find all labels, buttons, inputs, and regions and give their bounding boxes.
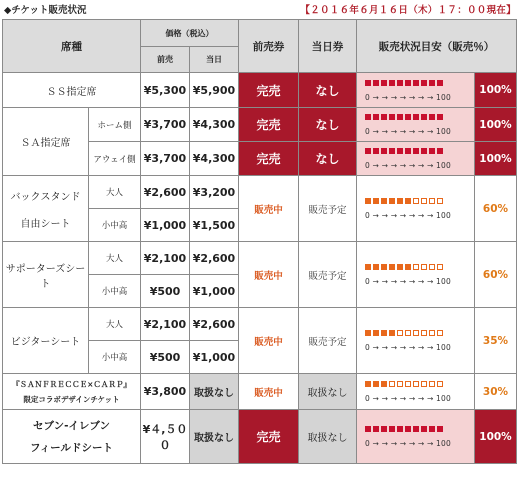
col-sameday: 当日 <box>190 47 239 73</box>
sales-percent: 100% <box>475 410 517 464</box>
sameday-status: なし <box>299 142 357 176</box>
gauge-square-empty <box>429 198 435 204</box>
row-ss <box>3 73 517 108</box>
gauge-square-filled <box>405 198 411 204</box>
gauge-square-empty <box>389 381 395 387</box>
gauge-square-filled <box>413 148 419 154</box>
gauge-square-filled <box>389 198 395 204</box>
presale-status: 完売 <box>239 73 299 108</box>
gauge-square-filled <box>405 426 411 432</box>
gauge-scale: 0 → → → → → → → 100 <box>365 343 451 352</box>
gauge-square-filled <box>397 148 403 154</box>
sameday-status: 取扱なし <box>299 374 357 410</box>
seat-subtype: 小中高 <box>89 275 141 308</box>
sameday-price: ¥1,000 <box>190 275 239 308</box>
gauge-square-empty <box>413 381 419 387</box>
gauge-square-filled <box>413 426 419 432</box>
gauge-square-filled <box>397 114 403 120</box>
gauge-square-filled <box>397 80 403 86</box>
seat-name-line2: 自由シート <box>20 218 71 230</box>
gauge-square-empty <box>437 264 443 270</box>
row-supporters-adult <box>3 242 517 275</box>
seat-name <box>3 410 141 464</box>
gauge-square-filled <box>397 426 403 432</box>
gauge-square-filled <box>373 80 379 86</box>
gauge-square-filled <box>397 264 403 270</box>
gauge-squares <box>365 329 474 338</box>
gauge-square-filled <box>365 330 371 336</box>
presale-price: ¥４,５００ <box>141 410 190 464</box>
sameday-price: 取扱なし <box>190 374 239 410</box>
gauge-square-filled <box>429 426 435 432</box>
col-price: 価格（税込） <box>141 20 239 47</box>
seat-subtype: アウェイ側 <box>89 142 141 176</box>
gauge-square-filled <box>373 426 379 432</box>
gauge-square-filled <box>429 114 435 120</box>
gauge-square-filled <box>373 381 379 387</box>
gauge-square-empty <box>429 330 435 336</box>
sameday-price: ¥2,600 <box>190 308 239 341</box>
gauge-scale: 0 → → → → → → → 100 <box>365 161 451 170</box>
gauge-squares <box>365 147 474 156</box>
sales-gauge <box>357 410 475 464</box>
gauge-square-filled <box>381 80 387 86</box>
gauge-square-filled <box>413 80 419 86</box>
seat-name: ビジターシート <box>3 308 89 374</box>
sameday-status: 販売予定 <box>299 176 357 242</box>
gauge-square-filled <box>373 330 379 336</box>
col-presale: 前売 <box>141 47 190 73</box>
updated-timestamp: 【２０１６年６月１６日（木）１７：００現在】 <box>300 5 516 16</box>
gauge-squares <box>365 79 474 88</box>
gauge-square-filled <box>381 264 387 270</box>
sales-gauge <box>357 374 475 410</box>
sales-percent: 35% <box>475 308 517 374</box>
seat-name <box>3 374 141 410</box>
sales-percent: 30% <box>475 374 517 410</box>
sales-percent: 100% <box>475 73 517 108</box>
gauge-square-empty <box>421 264 427 270</box>
presale-price: ¥2,600 <box>141 176 190 209</box>
gauge-scale: 0 → → → → → → → 100 <box>365 394 451 403</box>
gauge-square-filled <box>437 80 443 86</box>
gauge-square-filled <box>373 198 379 204</box>
presale-status: 完売 <box>239 108 299 142</box>
gauge-square-filled <box>389 148 395 154</box>
presale-price: ¥5,300 <box>141 73 190 108</box>
gauge-square-filled <box>373 148 379 154</box>
presale-price: ¥3,700 <box>141 142 190 176</box>
gauge-square-filled <box>365 148 371 154</box>
seat-subtype: ホーム側 <box>89 108 141 142</box>
gauge-square-empty <box>421 330 427 336</box>
gauge-square-filled <box>389 330 395 336</box>
seat-name-line2: フィールドシート <box>30 442 113 454</box>
presale-status: 完売 <box>239 142 299 176</box>
gauge-scale: 0 → → → → → → → 100 <box>365 92 451 102</box>
gauge-square-filled <box>421 148 427 154</box>
sales-gauge <box>357 142 475 176</box>
gauge-square-empty <box>413 198 419 204</box>
gauge-square-filled <box>437 148 443 154</box>
sales-gauge <box>357 308 475 374</box>
gauge-scale: 0 → → → → → → → 100 <box>365 211 451 220</box>
col-seat-type: 席種 <box>3 20 141 73</box>
gauge-square-empty <box>413 330 419 336</box>
seat-name-line1: セブン-イレブン <box>32 420 111 432</box>
gauge-square-filled <box>381 148 387 154</box>
seat-subtype: 大人 <box>89 308 141 341</box>
gauge-square-filled <box>381 381 387 387</box>
gauge-square-filled <box>397 198 403 204</box>
col-sameday-ticket: 当日券 <box>299 20 357 73</box>
presale-price: ¥2,100 <box>141 308 190 341</box>
sameday-price: ¥1,000 <box>190 341 239 374</box>
col-status-guide: 販売状況目安（販売％） <box>357 20 517 73</box>
gauge-square-filled <box>389 114 395 120</box>
sameday-price: 取扱なし <box>190 410 239 464</box>
sameday-price: ¥4,300 <box>190 108 239 142</box>
gauge-square-filled <box>421 426 427 432</box>
gauge-square-filled <box>429 80 435 86</box>
sales-gauge <box>357 108 475 142</box>
gauge-square-filled <box>381 198 387 204</box>
seat-subtype: 大人 <box>89 242 141 275</box>
seat-name-line2: 限定コラボデザインチケット <box>23 394 120 404</box>
header-bar <box>2 0 518 16</box>
gauge-square-filled <box>405 114 411 120</box>
seat-subtype: 小中高 <box>89 209 141 242</box>
seat-subtype: 小中高 <box>89 341 141 374</box>
gauge-scale: 0 → → → → → → → 100 <box>365 439 451 448</box>
sameday-status: 取扱なし <box>299 410 357 464</box>
gauge-squares <box>365 197 474 206</box>
sales-percent: 100% <box>475 142 517 176</box>
presale-price: ¥500 <box>141 275 190 308</box>
gauge-squares <box>365 425 474 434</box>
seat-name-line1: バックスタンド <box>10 191 81 203</box>
presale-price: ¥2,100 <box>141 242 190 275</box>
sameday-status: なし <box>299 108 357 142</box>
sales-percent: 60% <box>475 176 517 242</box>
gauge-square-empty <box>421 198 427 204</box>
gauge-square-filled <box>389 264 395 270</box>
gauge-square-empty <box>437 381 443 387</box>
gauge-square-filled <box>405 80 411 86</box>
gauge-square-filled <box>365 198 371 204</box>
gauge-square-empty <box>397 330 403 336</box>
sameday-status: 販売予定 <box>299 242 357 308</box>
gauge-square-filled <box>381 330 387 336</box>
gauge-square-empty <box>405 381 411 387</box>
gauge-square-empty <box>397 381 403 387</box>
gauge-square-empty <box>429 381 435 387</box>
sales-gauge <box>357 242 475 308</box>
gauge-square-filled <box>373 264 379 270</box>
gauge-square-filled <box>365 114 371 120</box>
gauge-square-filled <box>365 426 371 432</box>
presale-status: 完売 <box>239 410 299 464</box>
gauge-square-filled <box>389 426 395 432</box>
gauge-square-filled <box>365 381 371 387</box>
presale-status: 販売中 <box>239 308 299 374</box>
presale-price: ¥3,700 <box>141 108 190 142</box>
gauge-square-filled <box>381 426 387 432</box>
gauge-square-filled <box>365 264 371 270</box>
sameday-status: なし <box>299 73 357 108</box>
presale-price: ¥1,000 <box>141 209 190 242</box>
gauge-squares <box>365 263 474 272</box>
col-presale-ticket: 前売券 <box>239 20 299 73</box>
presale-price: ¥500 <box>141 341 190 374</box>
gauge-square-empty <box>421 381 427 387</box>
gauge-square-filled <box>381 114 387 120</box>
sameday-price: ¥5,900 <box>190 73 239 108</box>
sameday-price: ¥3,200 <box>190 176 239 209</box>
page-title: ◆チケット販売状況 <box>4 5 87 16</box>
presale-price: ¥3,800 <box>141 374 190 410</box>
seat-name <box>3 176 89 242</box>
sales-gauge <box>357 73 475 108</box>
sales-percent: 60% <box>475 242 517 308</box>
sameday-price: ¥2,600 <box>190 242 239 275</box>
row-seven-eleven <box>3 410 517 464</box>
sales-percent: 100% <box>475 108 517 142</box>
seat-name: ＳＡ指定席 <box>3 108 89 176</box>
gauge-square-filled <box>373 114 379 120</box>
sameday-price: ¥4,300 <box>190 142 239 176</box>
sameday-price: ¥1,500 <box>190 209 239 242</box>
gauge-square-filled <box>389 80 395 86</box>
gauge-square-filled <box>437 114 443 120</box>
gauge-square-filled <box>429 148 435 154</box>
gauge-squares <box>365 113 474 122</box>
gauge-squares <box>365 380 474 389</box>
gauge-square-filled <box>437 426 443 432</box>
gauge-square-empty <box>429 264 435 270</box>
gauge-square-filled <box>413 114 419 120</box>
gauge-scale: 0 → → → → → → → 100 <box>365 277 451 286</box>
ticket-status-table <box>2 19 517 464</box>
gauge-square-filled <box>421 80 427 86</box>
presale-status: 販売中 <box>239 242 299 308</box>
seat-name-line1: 『ＳＡＮＦＲＥＣＣＥ×ＣＡＲＰ』 <box>12 379 131 389</box>
gauge-scale: 0 → → → → → → → 100 <box>365 127 451 136</box>
gauge-square-empty <box>405 330 411 336</box>
gauge-square-filled <box>405 264 411 270</box>
seat-subtype: 大人 <box>89 176 141 209</box>
presale-status: 販売中 <box>239 374 299 410</box>
row-collab <box>3 374 517 410</box>
gauge-square-filled <box>365 80 371 86</box>
gauge-square-empty <box>437 198 443 204</box>
seat-name: ＳＳ指定席 <box>3 73 141 108</box>
presale-status: 販売中 <box>239 176 299 242</box>
seat-name: サポーターズシート <box>3 242 89 308</box>
row-back-adult <box>3 176 517 209</box>
sameday-status: 販売予定 <box>299 308 357 374</box>
row-visitor-adult <box>3 308 517 341</box>
row-sa-home <box>3 108 517 142</box>
gauge-square-empty <box>413 264 419 270</box>
gauge-square-filled <box>421 114 427 120</box>
sales-gauge <box>357 176 475 242</box>
gauge-square-empty <box>437 330 443 336</box>
gauge-square-filled <box>405 148 411 154</box>
